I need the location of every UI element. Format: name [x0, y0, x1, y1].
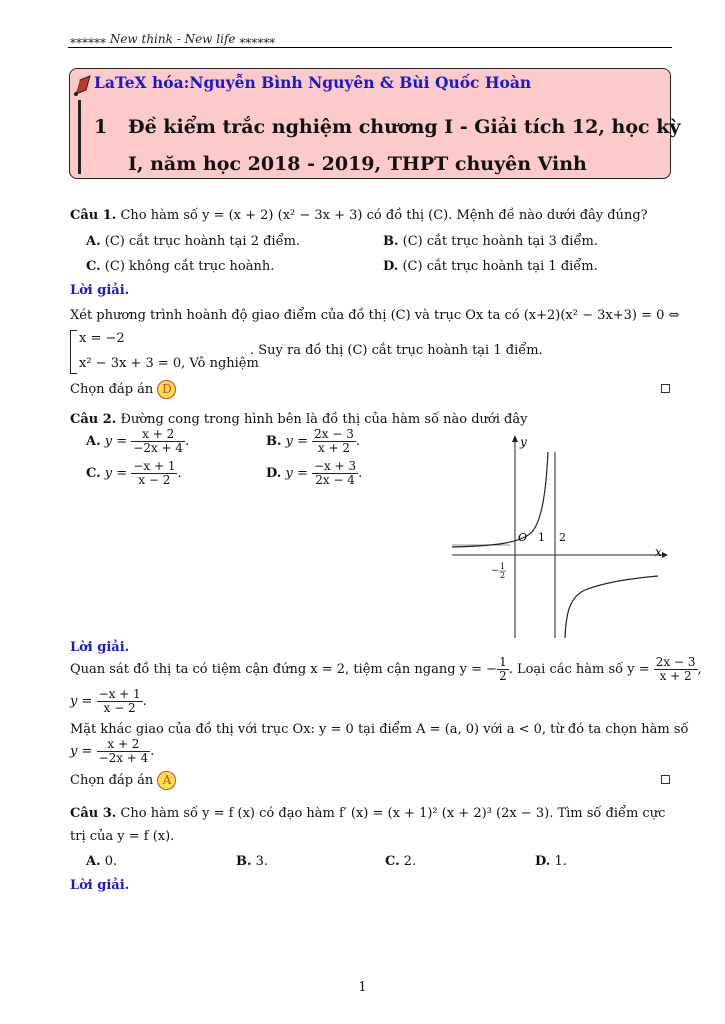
q1-option-d: D. (C) cắt trục hoành tại 1 điểm. — [383, 259, 598, 274]
q2-graph — [450, 432, 670, 642]
section-title-line2: I, năm học 2018 - 2019, THPT chuyên Vinh — [128, 153, 587, 175]
y-axis-arrow — [512, 435, 518, 442]
page-number: 1 — [358, 980, 367, 995]
system-bracket — [70, 330, 77, 374]
curve-right-branch — [565, 576, 658, 638]
y-axis-label: y — [520, 435, 527, 449]
q1-answer-badge: D — [157, 380, 176, 399]
neg-half-num: 1 — [500, 562, 506, 571]
origin-label: O — [518, 531, 528, 544]
q2-option-c: C. y = $\frac{-x + 1}{x - 2}$ . — [86, 459, 182, 487]
section-title-line1: Đề kiểm trắc nghiệm chương I - Giải tích 12, học kỳ — [128, 116, 681, 138]
q3-option-a: A. 0. — [86, 854, 118, 869]
section-number: 1 — [94, 116, 108, 138]
q1-option-b: B. (C) cắt trục hoành tại 3 điểm. — [383, 234, 598, 249]
q1-qed-box — [661, 384, 670, 393]
x-axis-label: x — [655, 545, 662, 559]
q2-choose-line — [70, 771, 176, 790]
q2-option-b: B. y = $\frac{2x - 3}{x + 2}$ . — [266, 427, 361, 455]
q3-solution-label: Lời giải. — [70, 878, 130, 893]
neg-half-sign: − — [491, 566, 499, 576]
q3-stem-line1 — [70, 806, 665, 821]
running-header: ⁎⁎⁎⁎⁎⁎ New think - New life ⁎⁎⁎⁎⁎⁎ — [70, 32, 276, 46]
q2-solution-line4: y = $\frac{x + 2}{-2x + 4}$ . — [70, 737, 155, 765]
q1-system-line2: x² − 3x + 3 = 0, Vô nghiệm — [79, 356, 259, 371]
q2-solution-line3: Mặt khác giao của đồ thị với trục Ox: y = 0 tại điểm A = (a, 0) với a < 0, từ đó ta chọn hàm số — [70, 722, 689, 737]
q1-solution-label: Lời giải. — [70, 283, 130, 298]
title-box-bar — [78, 100, 81, 174]
q1-solution-tail: . Suy ra đồ thị (C) cắt trục hoành tại 1 điểm. — [250, 343, 543, 358]
q1-choose-line — [70, 380, 176, 399]
q1-option-c: C. (C) không cắt trục hoành. — [86, 259, 275, 274]
q2-option-d: D. y = $\frac{-x + 3}{2x - 4}$ . — [266, 459, 363, 487]
q1-label: Câu 1. — [70, 208, 117, 223]
q2-answer-badge: A — [157, 771, 176, 790]
q3-stem-line2: trị của y = f (x). — [70, 829, 175, 844]
latex-credit: LaTeX hóa:Nguyễn Bình Nguyên & Bùi Quốc Hoàn — [94, 73, 532, 92]
q1-system-line1: x = −2 — [79, 331, 125, 346]
q2-solution-line1: Quan sát đồ thị ta có tiệm cận đứng x = 2, tiệm cận ngang y = − $\frac{1}{2}$ . Loại các hàm số y = $\frac{2x - 3}{x + 2}$ , — [70, 655, 702, 683]
q3-option-b: B. 3. — [236, 854, 269, 869]
q1-choose-text: Chọn đáp án — [70, 382, 154, 397]
q1-solution-line1: Xét phương trình hoành độ giao điểm của đồ thị (C) và trục Ox ta có (x+2)(x² − 3x+3) = 0 ⇔ — [70, 308, 680, 323]
pencil-icon — [72, 74, 94, 98]
curve-left-branch — [452, 452, 548, 547]
q3-label: Câu 3. — [70, 806, 117, 821]
q2-qed-box — [661, 775, 670, 784]
q2-solution-line2: y = $\frac{-x + 1}{x - 2}$ . — [70, 687, 147, 715]
q2-option-a: A. y = $\frac{x + 2}{-2x + 4}$ . — [86, 427, 190, 455]
tick-label-1: 1 — [538, 531, 545, 544]
q1-option-a: A. (C) cắt trục hoành tại 2 điểm. — [86, 234, 301, 249]
neg-half-den: 2 — [500, 571, 506, 580]
q2-solution-label: Lời giải. — [70, 640, 130, 655]
q3-option-d: D. 1. — [535, 854, 567, 869]
q2-stem: Đường cong trong hình bên là đồ thị của hàm số nào dưới đây — [120, 412, 528, 427]
header-rule — [68, 47, 672, 48]
q2-label: Câu 2. — [70, 412, 117, 427]
q2-choose-text: Chọn đáp án — [70, 773, 154, 788]
q3-stem-1: Cho hàm số y = f (x) có đạo hàm f′ (x) = (x + 1)² (x + 2)³ (2x − 3). Tìm số điểm cực — [120, 806, 666, 821]
q2-stem-line — [70, 412, 527, 427]
q1-stem-line — [70, 208, 648, 223]
q3-option-c: C. 2. — [385, 854, 417, 869]
tick-label-2: 2 — [559, 531, 566, 544]
x-axis-arrow — [662, 552, 668, 558]
q1-stem: Cho hàm số y = (x + 2) (x² − 3x + 3) có đồ thị (C). Mệnh đề nào dưới đây đúng? — [120, 208, 648, 223]
